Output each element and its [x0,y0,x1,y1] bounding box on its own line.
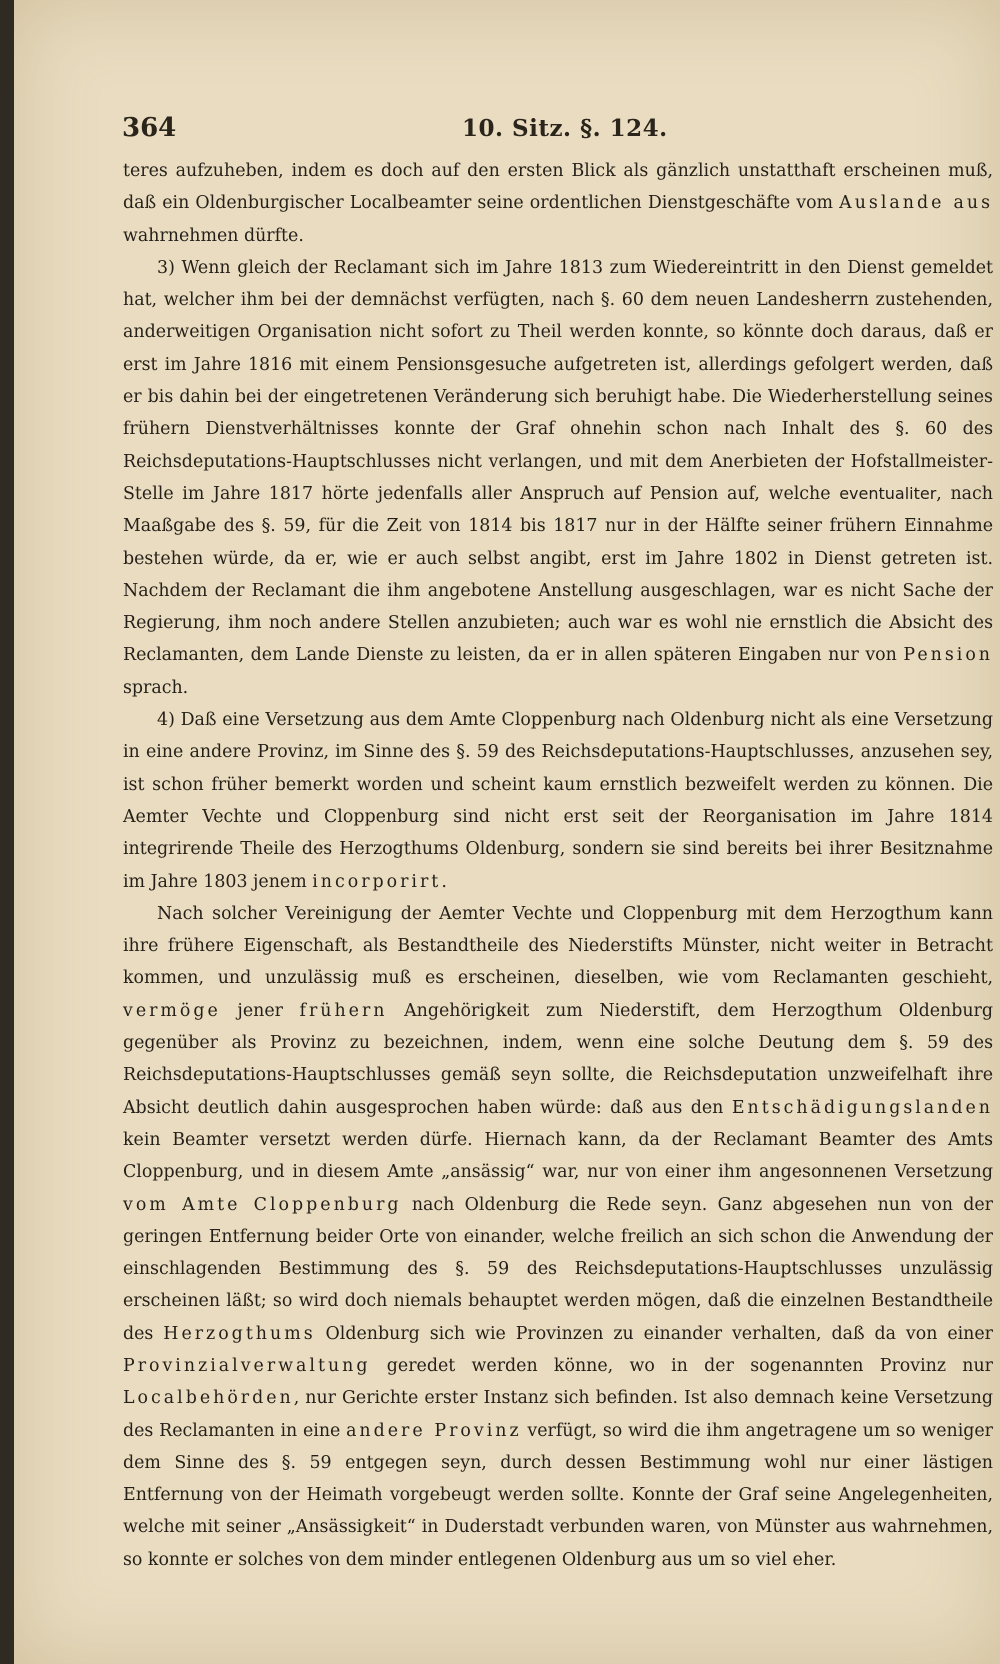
paragraph-2: 3) Wenn gleich der Reclamant sich im Jahre 1813 zum Wiedereintritt in den Dienst gemeldet hat, welcher ihm bei der demnächst verfügten, nach §. 60 dem neuen Landesherrn zustehenden, anderweitigen Organisation nicht sofort zu Theil werden konnte, so könnte doch daraus, daß er erst im Jahre 1816 mit einem Pensionsgesuche aufgetreten ist, allerdings gefolgert werden, daß er bis dahin bei der eingetretenen Veränderung sich beruhigt habe. Die Wiederherstellung seines frühern Dienstverhältnisses konnte der Graf ohnehin schon nach Inhalt des §. 60 des Reichsdeputations-Hauptschlusses nicht verlangen, und mit dem Anerbieten der Hofstallmeister-Stelle im Jahre 1817 hörte jedenfalls aller Anspruch auf Pension auf, welche eventualiter, nach Maaßgabe des §. 59, für die Zeit von 1814 bis 1817 nur in der Hälfte seiner frühern Einnahme bestehen würde, da er, wie er auch selbst angibt, erst im Jahre 1802 in Dienst getreten ist. Nachdem der Reclamant die ihm angebotene Anstellung ausgeschlagen, war es nicht Sache der Regierung, ihm noch andere Stellen anzubieten; auch war es wohl nie ernstlich die Absicht des Reclamanten, dem Lande Dienste zu leisten, da er in allen späteren Eingaben nur von Pension sprach. [123,257,993,698]
emphasis: vermöge [123,1000,221,1021]
emphasis: Localbehörden [123,1388,294,1409]
emphasis: incorporirt [312,871,442,892]
emphasis: Herzogthums [163,1323,316,1344]
emphasis: Entschädigungslanden [731,1097,993,1118]
page-header [122,113,982,153]
emphasis: andere Provinz [346,1420,522,1441]
paragraph-1: teres aufzuheben, indem es doch auf den ersten Blick als gänzlich unstatthaft erscheinen muß, daß ein Oldenburgischer Localbeamter seine ordentlichen Dienstgeschäfte vom Auslande aus wahrnehmen dürfte. [123,161,993,246]
body-text [123,155,993,1576]
emphasis: Pension [903,645,993,666]
book-page [14,0,1000,1664]
paragraph-3: 4) Daß eine Versetzung aus dem Amte Cloppenburg nach Oldenburg nicht als eine Versetzung in eine andere Provinz, im Sinne des §. 59 des Reichsdeputations-Hauptschlusses, anzusehen sey, ist schon früher bemerkt worden und scheint kaum ernstlich bezweifelt werden zu können. Die Aemter Vechte und Cloppenburg sind nicht erst seit der Reorganisation im Jahre 1814 integrirende Theile des Herzogthums Oldenburg, sondern sie sind bereits bei ihrer Besitznahme im Jahre 1803 jenem incorporirt. [123,710,993,892]
latin-term: eventualiter [839,483,937,503]
emphasis: Provinzialverwaltung [123,1355,371,1376]
emphasis: vom Amte Cloppenburg [123,1194,402,1215]
running-head: 10. Sitz. §. 124. [462,115,668,142]
emphasis: Auslande aus [839,193,993,214]
emphasis: frühern [299,1000,388,1021]
page-number: 364 [122,113,177,143]
paragraph-4: Nach solcher Vereinigung der Aemter Vechte und Cloppenburg mit dem Herzogthum kann ihre frühere Eigenschaft, als Bestandtheile des Niederstifts Münster, nicht weiter in Betracht kommen, und unzulässig muß es erscheinen, dieselben, wie vom Reclamanten geschieht, vermöge jener frühern Angehörigkeit zum Niederstift, dem Herzogthum Oldenburg gegenüber als Provinz zu bezeichnen, indem, wenn eine solche Deutung dem §. 59 des Reichsdeputations-Hauptschlusses gemäß seyn sollte, die Reichsdeputation unzweifelhaft ihre Absicht deutlich dahin ausgesprochen haben würde: daß aus den Entschädigungslanden kein Beamter versetzt werden dürfe. Hiernach kann, da der Reclamant Beamter des Amts Cloppenburg, und in diesem Amte „ansässig“ war, nur von einer ihm angesonnenen Versetzung vom Amte Cloppenburg nach Oldenburg die Rede seyn. Ganz abgesehen nun von der geringen Entfernung beider Orte von einander, welche freilich an sich schon die Anwendung der einschlagenden Bestimmung des §. 59 des Reichsdeputations-Hauptschlusses unzulässig erscheinen läßt; so wird doch niemals behauptet werden mögen, daß die einzelnen Bestandtheile des Herzogthums Oldenburg sich wie Provinzen zu einander verhalten, daß da von einer Provinzialverwaltung geredet werden könne, wo in der sogenannten Provinz nur Localbehörden, nur Gerichte erster Instanz sich befinden. Ist also demnach keine Versetzung des Reclamanten in eine andere Provinz verfügt, so wird die ihm angetragene um so weniger dem Sinne des §. 59 entgegen seyn, durch dessen Bestimmung wohl nur einer lästigen Entfernung von der Heimath vorgebeugt werden sollte. Konnte der Graf seine Angelegenheiten, welche mit seiner „Ansässigkeit“ in Duderstadt verbunden waren, von Münster aus wahrnehmen, so konnte er solches von dem minder entlegenen Oldenburg aus um so viel eher. [123,903,994,1570]
